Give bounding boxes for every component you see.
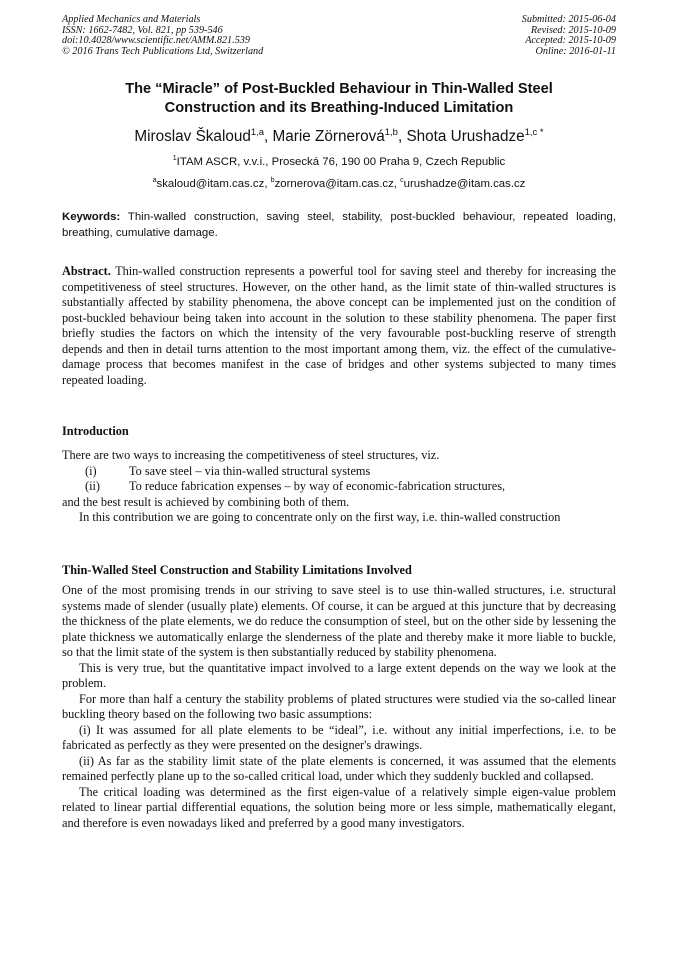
section2-body [62,583,616,831]
section-heading-introduction: Introduction [62,424,129,438]
journal-info [62,15,263,57]
email-sup: c [400,177,404,185]
email-link[interactable]: skaloud@itam.cas.cz [156,178,265,190]
affiliation-text: ITAM ASCR, v.v.i., Prosecká 76, 190 00 Praha 9, Czech Republic [176,156,506,168]
title-line-1: The “Miracle” of Post-Buckled Behaviour in Thin-Walled Steel [125,81,553,97]
intro-lead: There are two ways to increasing the competitiveness of steel structures, viz. [62,448,440,462]
affiliation-sup: 1 [172,155,177,163]
list-number: (ii) [85,479,101,493]
affiliation [62,155,616,169]
journal-copyright: © 2016 Trans Tech Publications Ltd, Switzerland [62,45,264,57]
list-text: To save steel – via thin-walled structural systems [129,463,371,478]
email-sup: b [270,177,275,185]
paragraph: For more than half a century the stability problems of plated structures were studied via the so-called linear buckling theory based on the following two basic assumptions: [62,691,616,721]
paragraph: This is very true, but the quantitative impact involved to a large extent depends on the way we look at the problem. [62,660,616,690]
author-list [62,127,616,147]
keywords-label: Keywords: [62,211,121,223]
intro-paragraph: In this contribution we are going to concentrate only on the first way, i.e. thin-walled construction [79,510,561,524]
email-sep: , [393,178,401,190]
journal-issn: ISSN: 1662-7482, Vol. 821, pp 539-546 [62,24,223,36]
email-link[interactable]: zornerova@itam.cas.cz [274,178,394,190]
paragraph: The critical loading was determined as the first eigen-value of a relatively simple eigen-value problem related to linear partial differential equations, the solution being more or less simple, mathematically elegant, and therefore is even nowadays liked and preferred by a good many investigators. [62,784,616,830]
intro-after: and the best result is achieved by combining both of them. [62,494,350,509]
journal-doi[interactable]: doi:10.4028/www.scientific.net/AMM.821.539 [62,35,250,46]
email-link[interactable]: urushadze@itam.cas.cz [403,178,526,190]
author-name: Shota Urushadze [406,128,525,145]
list-number: (i) [85,463,97,478]
paragraph: (ii) As far as the stability limit state of the plate elements is concerned, it was assumed that the elements remained perfectly plane up to the so-called critical load, under which they suddenly buckled and collapsed. [62,753,616,783]
paragraph: (i) It was assumed for all plate elements to be “ideal”, i.e. without any initial imperfections, i.e. to be fabricated as perfectly as they were presented on the designer's drawings. [62,722,616,752]
list-item [62,464,616,480]
email-list [62,177,616,191]
list-item [62,479,616,495]
date-accepted: Accepted: 2015-10-09 [525,35,616,46]
abstract [62,264,616,388]
author-sup: 1,b [384,126,398,138]
title-line-2: Construction and its Breathing-Induced Limitation [164,99,514,116]
keywords-text: Thin-walled construction, saving steel, stability, post-buckled behaviour, repeated loading, breathing, cumulative damage. [62,211,616,239]
paper-title [62,80,616,117]
date-submitted: Submitted: 2015-06-04 [521,14,616,25]
list-text: To reduce fabrication expenses – by way of economic-fabrication structures, [129,479,506,493]
date-online: Online: 2016-01-11 [535,45,616,57]
submission-dates [522,15,616,57]
keywords [62,210,616,241]
email-sup: a [152,177,157,185]
section-heading-thin-walled: Thin-Walled Steel Construction and Stability Limitations Involved [62,563,412,577]
author-sup: 1,c * [524,126,544,138]
author-sup: 1,a [250,126,265,138]
paragraph: One of the most promising trends in our striving to save steel is to use thin-walled structures, i.e. structural systems made of slender (usually plate) elements. Of course, it can be argued at this juncture that by decreasing the thickness of the plate elements, we do reduce the consumption of steel, but on the other side by lessening the plate thickness we automatically enlarge the slenderness of the plate and thereby make it more liable to buckle, so that the limit state of the system is then substantially reduced by stability phenomena. [62,583,616,659]
date-revised: Revised: 2015-10-09 [530,24,616,36]
author-name: Miroslav Škaloud [134,128,251,145]
abstract-text: Thin-walled construction represents a powerful tool for saving steel and thereby for increasing the competitiveness of steel structures. However, on the other hand, as the limit state of thin-walled structures is substantially affected by stability phenomena, the above concept can be implemented just on the condition of post-buckled behaviour being taken into account in the solution to these stability phenomena. The paper first briefly studies the factors on which the intensity of the very favourable post-buckling reserve of strength depends and then in detail turns attention to the most important among them, viz. the effect of the cumulative-damage process that becomes manifest in the case of bridges and other systems subjected to many times repeated loading. [62,264,616,387]
abstract-label: Abstract. [62,264,111,278]
introduction-body [62,448,616,526]
author-name: Marie Zörnerová [272,128,385,145]
author-sep: , [397,128,407,145]
journal-name: Applied Mechanics and Materials [62,14,201,25]
author-sep: , [264,128,273,145]
email-sep: , [264,178,271,190]
